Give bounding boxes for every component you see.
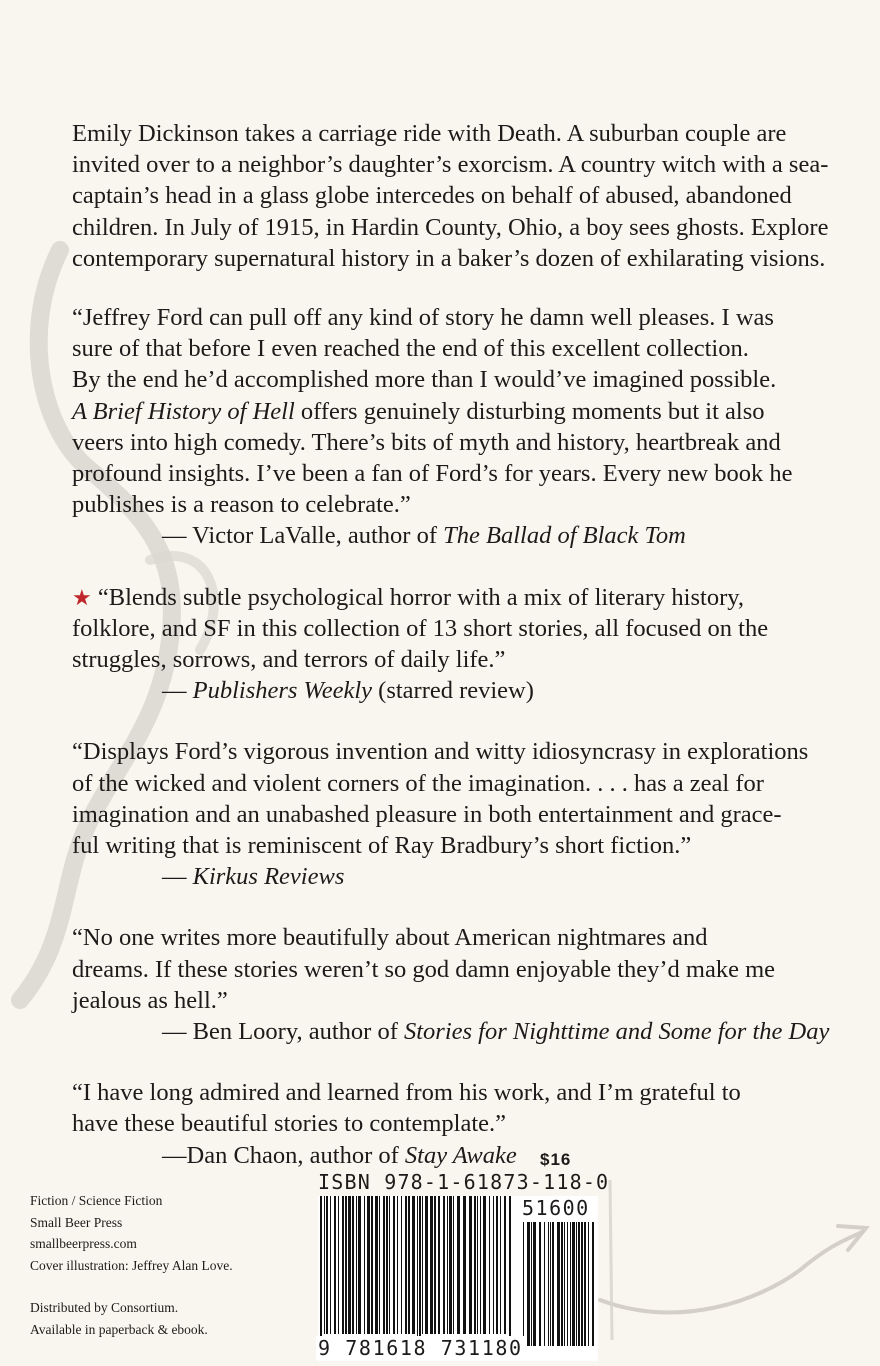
barcode-bar: [463, 1196, 466, 1334]
barcode-bar: [572, 1222, 575, 1346]
quote-line: ful writing that is reminiscent of Ray Bradbury’s short fiction.”: [72, 832, 692, 860]
barcode-bar: [348, 1196, 351, 1334]
barcode-bar: [371, 1196, 373, 1334]
barcode-bar: [453, 1196, 454, 1334]
quote-line: profound insights. I’ve been a fan of Ford’s for years. Every new book he: [72, 460, 793, 488]
barcode-bar: [326, 1196, 328, 1334]
barcode-bar: [550, 1222, 551, 1346]
barcode-bar: [375, 1196, 378, 1334]
quote-line: offers genuinely disturbing moments but it also: [294, 397, 765, 425]
quote-line: sure of that before I even reached the end of this excellent collection.: [72, 335, 749, 363]
barcode-bar: [578, 1222, 580, 1346]
barcode-bar: [397, 1196, 398, 1334]
publisher-info: [30, 1190, 233, 1340]
barcode-bar: [443, 1196, 445, 1334]
distribution-note: Distributed by Consortium.: [30, 1300, 179, 1315]
quote-attribution: — Victor LaValle, author of The Ballad of Black Tom: [162, 522, 686, 550]
quote-line: jealous as hell.”: [72, 986, 228, 1014]
price-label: $16: [540, 1150, 572, 1169]
barcode-bar: [405, 1196, 407, 1334]
barcode-bar: [539, 1222, 541, 1346]
quote-line: “Jeffrey Ford can pull off any kind of story he damn well pleases. I was: [72, 304, 774, 332]
barcode-bar: [379, 1196, 380, 1334]
barcode-bar: [364, 1196, 365, 1334]
barcode-bar: [570, 1222, 571, 1346]
publisher-name: Small Beer Press: [30, 1214, 123, 1230]
barcode-bar: [422, 1196, 423, 1334]
barcode-bar: [509, 1196, 511, 1346]
barcode-bar: [588, 1222, 589, 1346]
barcode-bar: [483, 1196, 486, 1334]
barcode-bar: [342, 1196, 344, 1334]
barcode-bar: [504, 1196, 506, 1334]
barcode-bar: [334, 1196, 336, 1334]
barcode-bar: [576, 1222, 577, 1346]
quote-loory: [72, 922, 842, 1047]
barcode-bar: [548, 1222, 549, 1346]
barcode-bar: [447, 1196, 448, 1334]
barcode-bar: [352, 1196, 354, 1334]
book-title: A Brief History of Hell: [72, 397, 295, 425]
isbn-text: ISBN 978-1-61873-118-0: [318, 1170, 610, 1194]
barcode-bar: [469, 1196, 472, 1334]
quote-line: By the end he’d accomplished more than I would’ve imagined possible.: [72, 366, 777, 394]
quote-line: imagination and an unabashed pleasure in both entertainment and grace-: [72, 800, 782, 828]
barcode-bar: [338, 1196, 339, 1334]
quote-attribution: —Dan Chaon, author of Stay Awake: [162, 1141, 517, 1169]
back-cover-text: [72, 118, 842, 1201]
barcode-bar: [480, 1196, 481, 1334]
barcode-bar: [449, 1196, 452, 1334]
quote-line: “Blends subtle psychological horror with a mix of literary history,: [91, 583, 745, 611]
barcode-bar: [592, 1222, 594, 1346]
quote-line: “I have long admired and learned from his work, and I’m grateful to: [72, 1079, 741, 1107]
quote-line: “No one writes more beautifully about American nightmares and: [72, 924, 708, 952]
barcode-bar: [356, 1196, 357, 1334]
quote-lavalle: [72, 302, 842, 552]
quote-line: folklore, and SF in this collection of 13 short stories, all focused on the: [72, 614, 769, 642]
barcode-bar: [496, 1196, 498, 1334]
book-blurb: Emily Dickinson takes a carriage ride with Death. A suburban couple are invited over to a neighbor’s daughter’s exorcism. A country witch with a sea-captain’s head in a glass globe intercedes on behalf of abused, abandoned children. In July of 1915, in Hardin County, Ohio, a boy sees ghosts. Explore contemporary supernatural history in a baker’s dozen of exhilarating visions.: [72, 120, 829, 272]
barcode-bar: [552, 1222, 554, 1346]
barcode-bar: [527, 1222, 530, 1346]
barcode-bar: [557, 1222, 560, 1346]
barcode-bar: [500, 1196, 501, 1334]
barcode-bar: [581, 1222, 583, 1346]
quote-publishers-weekly: [72, 582, 842, 707]
barcode-bar: [561, 1222, 563, 1346]
barcode-bar: [393, 1196, 395, 1334]
barcode-bar: [533, 1222, 536, 1346]
quote-line: “Displays Ford’s vigorous invention and witty idiosyncrasy in explorations: [72, 738, 809, 766]
quote-attribution: — Kirkus Reviews: [162, 863, 345, 891]
barcode-addon-number: 51600: [522, 1196, 590, 1220]
barcode-bar: [567, 1222, 568, 1346]
barcode-bar: [320, 1196, 322, 1346]
quote-attribution: — Ben Loory, author of Stories for Nighttime and Some for the Day: [162, 1018, 830, 1046]
star-icon: ★: [72, 584, 92, 610]
barcode-bar: [412, 1196, 415, 1334]
quote-line: veers into high comedy. There’s bits of myth and history, heartbreak and: [72, 428, 781, 456]
barcode-bar: [434, 1196, 436, 1334]
category-label: Fiction / Science Fiction: [30, 1193, 163, 1208]
barcode-digits: 9 781618 731180: [318, 1336, 523, 1360]
barcode-bar: [584, 1222, 586, 1346]
barcode-bar: [417, 1196, 418, 1346]
barcode-bar: [477, 1196, 478, 1334]
quote-kirkus: [72, 736, 842, 892]
barcode-bar: [564, 1222, 565, 1346]
barcode-bar: [474, 1196, 476, 1334]
barcode-bar: [389, 1196, 390, 1334]
quote-line: of the wicked and violent corners of the imagination. . . . has a zeal for: [72, 769, 764, 797]
barcode-bar: [324, 1196, 325, 1334]
quote-chaon: [72, 1077, 842, 1171]
publisher-website: smallbeerpress.com: [30, 1236, 137, 1251]
availability-note: Available in paperback & ebook.: [30, 1321, 208, 1337]
barcode-bar: [430, 1196, 433, 1334]
barcode-bar: [401, 1196, 402, 1334]
barcode-bar: [425, 1196, 428, 1334]
barcode-bar: [544, 1222, 545, 1346]
cover-credit: Cover illustration: Jeffrey Alan Love.: [30, 1257, 233, 1273]
barcode-bar: [330, 1196, 331, 1334]
barcode-bar: [345, 1196, 347, 1334]
quote-attribution: — Publishers Weekly (starred review): [162, 677, 534, 705]
barcode-bar: [383, 1196, 385, 1334]
barcode-bar: [523, 1222, 524, 1346]
quote-line: have these beautiful stories to contemplate.”: [72, 1110, 507, 1138]
barcode-bar: [457, 1196, 460, 1334]
barcode-bar: [438, 1196, 440, 1334]
barcode-bar: [358, 1196, 361, 1334]
barcode-bar: [419, 1196, 421, 1346]
barcode-bar: [408, 1196, 410, 1334]
quote-line: dreams. If these stories weren’t so god damn enjoyable they’d make me: [72, 955, 776, 983]
quote-line: struggles, sorrows, and terrors of daily life.”: [72, 646, 506, 674]
barcode-bar: [531, 1222, 532, 1346]
quote-line: publishes is a reason to celebrate.”: [72, 491, 411, 519]
barcode-bar: [493, 1196, 494, 1334]
barcode-bar: [386, 1196, 388, 1334]
barcode-bar: [367, 1196, 370, 1334]
barcode-bar: [489, 1196, 490, 1334]
